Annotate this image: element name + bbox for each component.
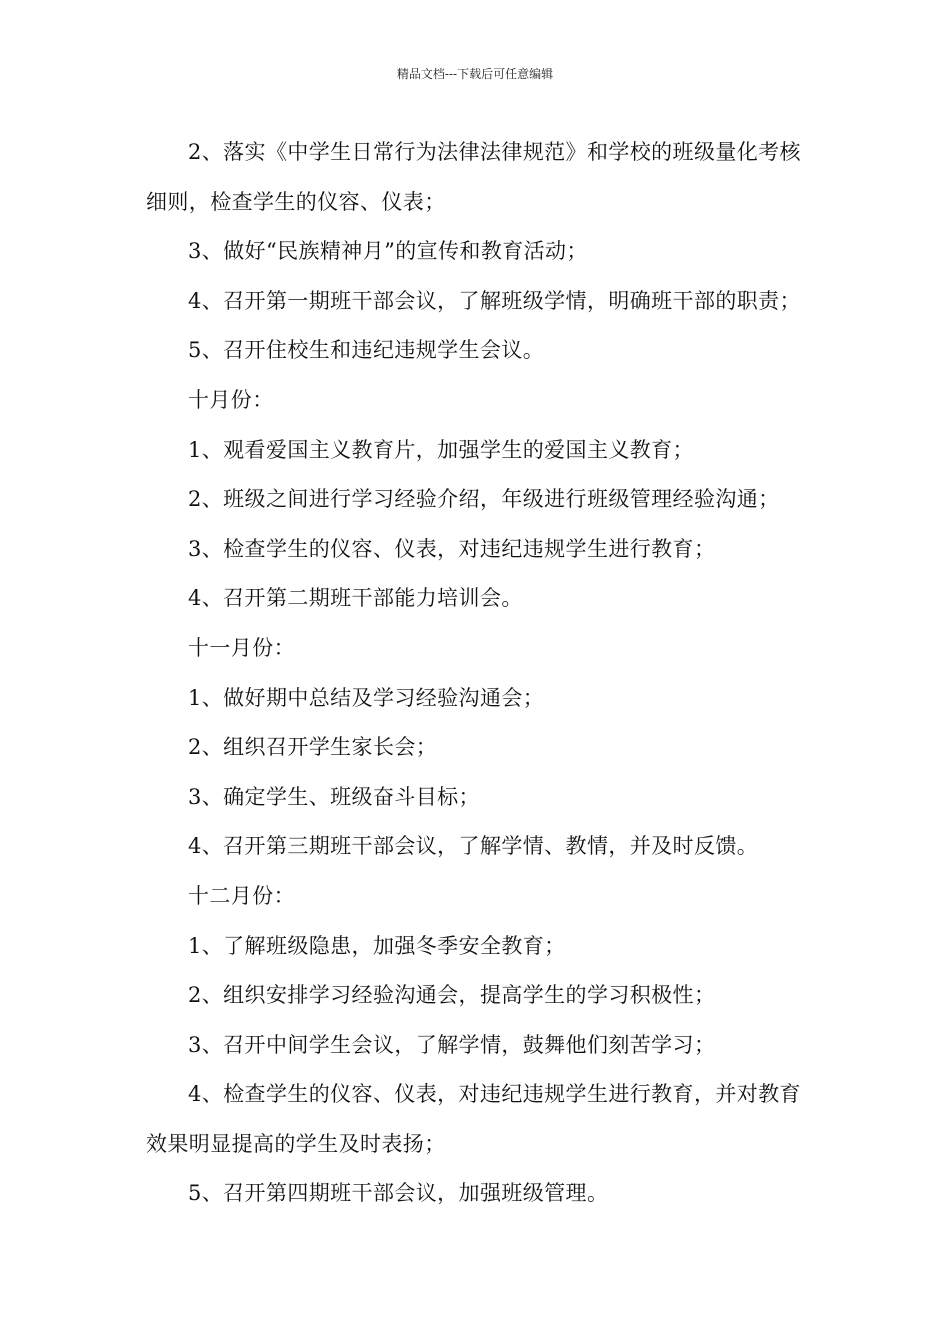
paragraph: 3、确定学生、班级奋斗目标； (188, 784, 480, 809)
paragraph: 2、落实《中学生日常行为法律法律规范》和学校的班级量化考核细则，检查学生的仪容、仪表； (146, 140, 801, 214)
paragraph: 5、召开住校生和违纪违规学生会议。 (188, 338, 545, 363)
section-heading-december: 十二月份： (188, 883, 295, 908)
paragraph: 1、了解班级隐患，加强冬季安全教育； (188, 933, 566, 958)
paragraph: 4、召开第二期班干部能力培训会。 (188, 586, 523, 611)
paragraph: 3、召开中间学生会议，了解学情，鼓舞他们刻苦学习； (188, 1032, 716, 1057)
page-header-watermark: 精品文档---下载后可任意编辑 (396, 67, 554, 81)
section-heading-october: 十月份： (188, 387, 274, 412)
paragraph: 4、检查学生的仪容、仪表，对违纪违规学生进行教育，并对教育效果明显提高的学生及时表扬； (146, 1082, 801, 1156)
paragraph: 5、召开第四期班干部会议，加强班级管理。 (188, 1181, 609, 1206)
paragraph: 1、观看爱国主义教育片，加强学生的爱国主义教育； (188, 437, 694, 462)
paragraph: 2、组织召开学生家长会； (188, 735, 438, 760)
paragraph: 4、召开第三期班干部会议，了解学情、教情，并及时反馈。 (188, 834, 759, 859)
paragraph: 3、做好“民族精神月”的宣传和教育活动； (188, 239, 588, 264)
paragraph: 2、组织安排学习经验沟通会，提高学生的学习积极性； (188, 983, 716, 1008)
paragraph: 4、召开第一期班干部会议，了解班级学情，明确班干部的职责； (188, 288, 801, 313)
paragraph: 2、班级之间进行学习经验介绍，年级进行班级管理经验沟通； (188, 487, 780, 512)
document-body (146, 128, 816, 1219)
paragraph: 3、检查学生的仪容、仪表，对违纪违规学生进行教育； (188, 536, 716, 561)
paragraph: 1、做好期中总结及学习经验沟通会； (188, 685, 545, 710)
section-heading-november: 十一月份： (188, 635, 295, 660)
